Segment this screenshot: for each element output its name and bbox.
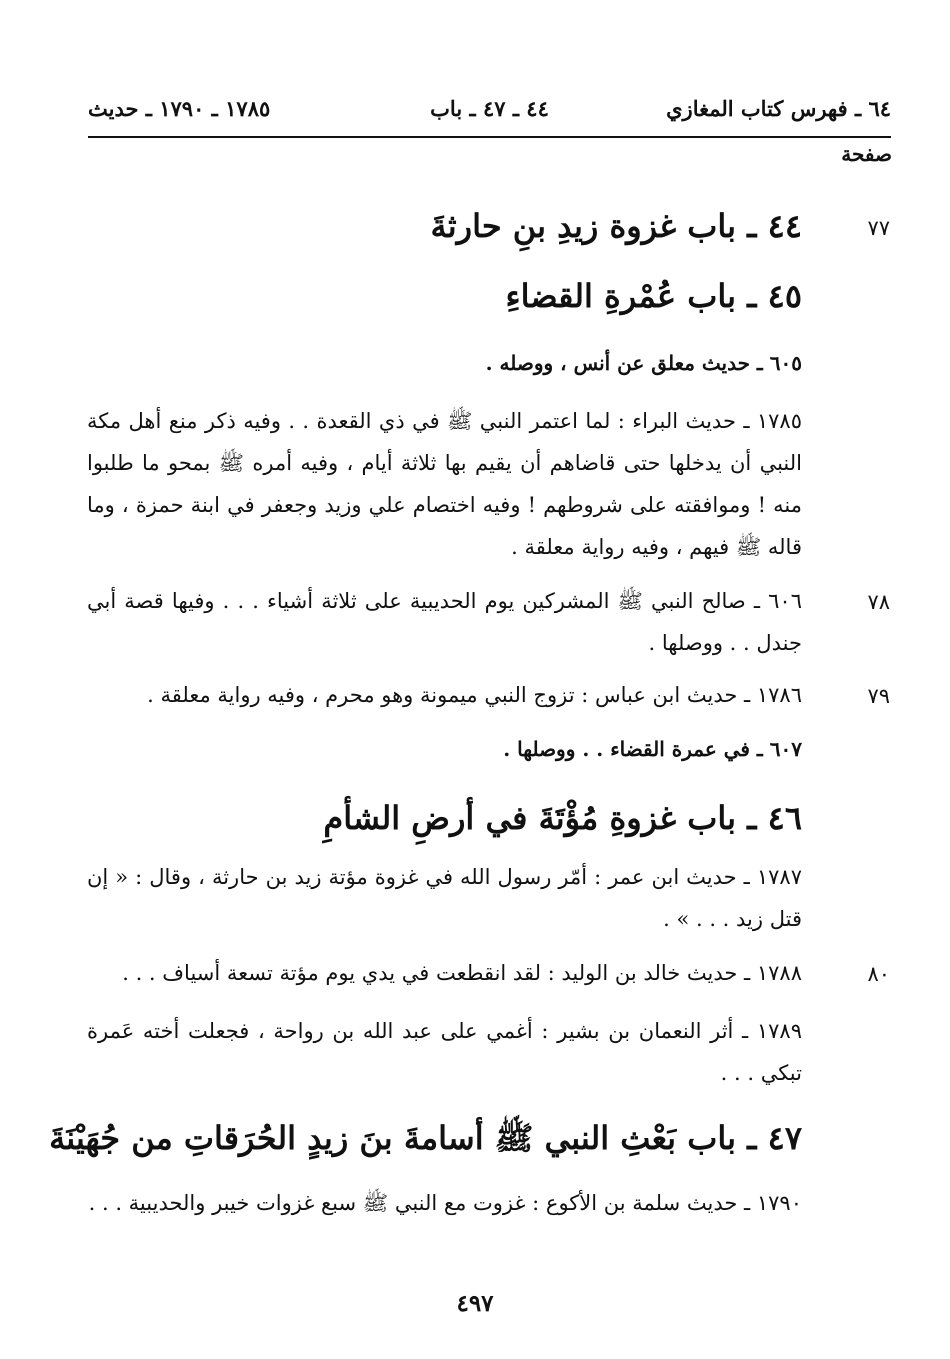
header-hadith-range: ١٧٨٥ ـ ١٧٩٠ ـ حديث xyxy=(88,96,271,121)
athar-1789: ١٧٨٩ ـ أثر النعمان بن بشير : أغمي على عبد الله بن رواحة ، فجعلت أخته عَمرة تبكي . . . xyxy=(87,1019,802,1085)
page-column-label: صفحة xyxy=(841,142,892,166)
entry-606: ٦٠٦ ـ صالح النبي ﷺ المشركين يوم الحديبية على ثلاثة أشياء . . . وفيها قصة أبي جندل . . ووصلها . xyxy=(87,589,802,655)
entry-605: ٦٠٥ ـ حديث معلق عن أنس ، ووصله . xyxy=(485,351,802,375)
running-header xyxy=(88,96,891,134)
entry-607: ٦٠٧ ـ في عمرة القضاء . . ووصلها . xyxy=(503,737,802,761)
page-ref-80: ٨٠ xyxy=(867,962,890,986)
hadith-1785: ١٧٨٥ ـ حديث البراء : لما اعتمر النبي ﷺ في ذي القعدة . . وفيه ذكر منع أهل مكة النبي أن يدخلها حتى قاضاهم أن يقيم بها ثلاثة أيام ، وفيه أمره ﷺ بمحو ما طلبوا منه ! وموافقته على شروطهم ! وفيه اختصام علي وزيد وجعفر في ابنة حمزة ، وما قاله ﷺ فيهم ، وفيه رواية معلقة . xyxy=(87,409,802,559)
hadith-1790: ١٧٩٠ ـ حديث سلمة بن الأكوع : غزوت مع النبي ﷺ سبع غزوات خيبر والحديبية . . . xyxy=(88,1191,802,1215)
header-bab-range: ٤٤ ـ ٤٧ ـ باب xyxy=(430,96,549,121)
page-ref-77: ٧٧ xyxy=(867,216,890,240)
bab-44-heading: ٤٤ ـ باب غزوة زيدِ بنِ حارثةَ xyxy=(430,207,802,245)
hadith-1788: ١٧٨٨ ـ حديث خالد بن الوليد : لقد انقطعت في يدي يوم مؤتة تسعة أسياف . . . xyxy=(122,961,802,985)
bab-46-heading: ٤٦ ـ باب غزوةِ مُؤْتَةَ في أرضِ الشأمِ xyxy=(323,799,802,837)
bab-45-heading: ٤٥ ـ باب عُمْرةِ القضاءِ xyxy=(505,277,802,315)
page-ref-79: ٧٩ xyxy=(867,684,890,708)
page-number: ٤٩٧ xyxy=(456,1290,494,1317)
hadith-1787: ١٧٨٧ ـ حديث ابن عمر : أمّر رسول الله في غزوة مؤتة زيد بن حارثة ، وقال : « إن قتل زيد . . . » . xyxy=(87,865,802,931)
header-divider xyxy=(88,136,891,138)
hadith-1786: ١٧٨٦ ـ حديث ابن عباس : تزوج النبي ميمونة وهو محرم ، وفيه رواية معلقة . xyxy=(147,683,802,707)
page-ref-78: ٧٨ xyxy=(867,590,890,614)
header-chapter-title: ٦٤ ـ فهرس كتاب المغازي xyxy=(666,96,891,121)
bab-47-heading: ٤٧ ـ باب بَعْثِ النبي ﷺ أسامةَ بنَ زيدٍ الحُرَقاتِ من جُهَيْنَةَ xyxy=(49,1119,802,1157)
